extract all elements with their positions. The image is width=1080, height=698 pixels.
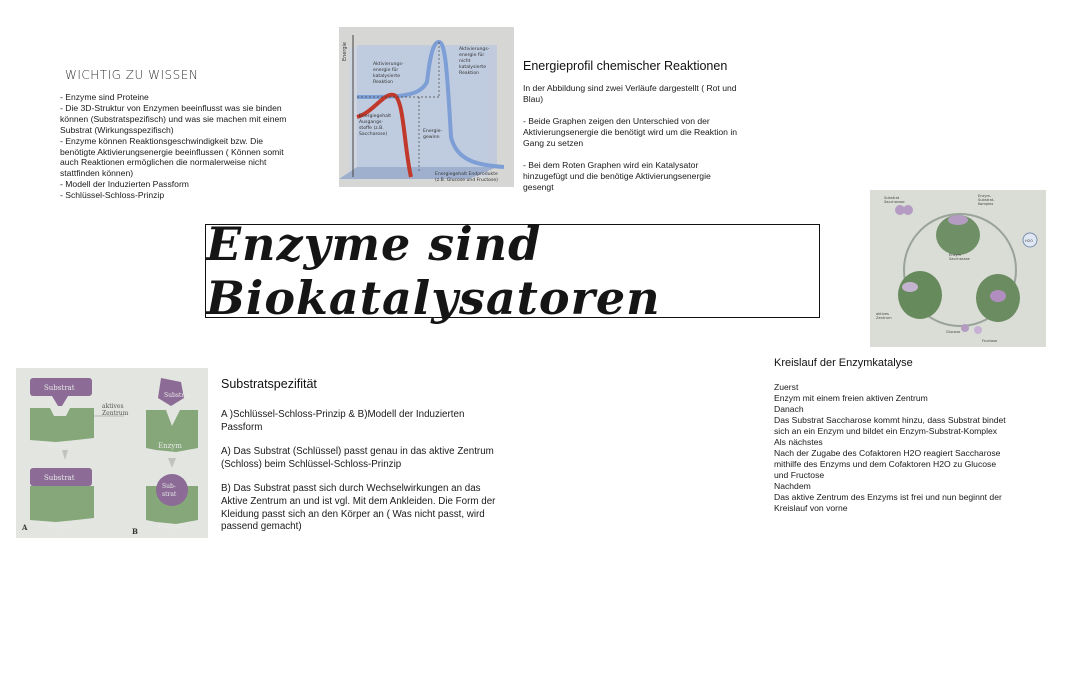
kreislauf-line: Nach der Zugabe des Cofaktoren H2O reagiert Saccharose: [774, 448, 1001, 458]
red-label-line: katalysierte: [373, 74, 401, 79]
substrat-line: (Schloss) beim Schlüssel-Schloss-Prinzip: [221, 458, 402, 470]
cycle-label-line: Enzym: [949, 253, 962, 257]
cycle-label-line: Fructose: [982, 339, 998, 343]
substrat-line: A )Schlüssel-Schloss-Prinzip & B)Modell der Induzierten: [221, 409, 465, 420]
energieprofil-line: In der Abbildung sind zwei Verläufe dargestellt ( Rot und: [523, 83, 737, 93]
substrate-label: Substrat: [44, 384, 75, 392]
kreislauf-line: Nachdem: [774, 481, 811, 491]
wichtig-line: - Die 3D-Struktur von Enzymen beeinflusst was sie binden: [60, 102, 282, 113]
substrat-text: [221, 409, 551, 534]
substrat-line: Passform: [221, 421, 263, 433]
substrat-line: Aktive Zentrum an und ist vgl. Mit dem Ankleiden. Die Form der: [221, 495, 496, 507]
kreislauf-line: Enzym mit einem freien aktiven Zentrum: [774, 393, 928, 403]
cycle-label-line: Zentrum: [876, 316, 892, 320]
red-label-line: Aktivierungs-: [373, 62, 404, 67]
enzyme-label: Enzym: [158, 522, 182, 530]
substrat-line: passend gemacht): [221, 521, 302, 533]
wichtig-line: auch Reaktionen ermöglichen die normalerweise nicht: [60, 157, 267, 168]
substrate-specificity-diagram: [16, 368, 208, 538]
cycle-label-line: Saccharose: [884, 200, 905, 204]
kreislauf-line: Das Substrat Saccharose kommt hinzu, dass Substrat bindet: [774, 415, 1006, 425]
enzyme-cycle-diagram: [870, 190, 1046, 347]
wichtig-line: - Modell der Induzierten Passform: [60, 179, 189, 190]
wichtig-line: benötigte Aktivierungsenergie beeinflussen ( Können somit: [60, 146, 284, 157]
wichtig-line: stattfinden können): [60, 168, 134, 179]
gain-label-line: gewinn: [423, 135, 440, 140]
energieprofil-line: gesengt: [523, 182, 554, 192]
substrate-label: Substrat: [44, 474, 75, 482]
wichtig-line: - Enzyme können Reaktionsgeschwindigkeit bzw. Die: [60, 135, 264, 146]
substrat-line: B) Das Substrat passt sich durch Wechselwirkungen an das: [221, 483, 481, 495]
start-label-line: Energiegehalt: [359, 114, 392, 119]
kreislauf-line: Das aktive Zentrum des Enzyms ist frei und nun beginnt der: [774, 492, 1002, 502]
cycle-label-line: Enzym-: [978, 194, 992, 198]
gain-label-line: Energie-: [423, 129, 443, 134]
blue-label-line: nicht: [459, 59, 471, 64]
active-site-label-line: aktives: [102, 403, 124, 410]
page-title: Enzyme sind Biokatalysatoren: [206, 217, 661, 325]
blue-label-line: energie für: [459, 53, 485, 58]
cycle-label-line: Saccharase: [949, 257, 970, 261]
kreislauf-heading: Kreislauf der Enzymkatalyse: [774, 357, 913, 369]
kreislauf-line: Danach: [774, 404, 804, 414]
substrate-label: Substrat: [164, 392, 191, 399]
cycle-label-line: Substrat: [884, 196, 900, 200]
energieprofil-line: Aktivierungsenergie die benötigt wird um die Reaktion in: [523, 127, 738, 137]
substrat-heading: Substratspezifität: [221, 377, 317, 391]
energy-axis-label: Energie: [342, 41, 348, 61]
wichtig-heading: WICHTIG ZU WISSEN: [65, 68, 199, 82]
blue-label-line: Reaktion: [459, 71, 480, 76]
energieprofil-heading: Energieprofil chemischer Reaktionen: [523, 59, 728, 73]
substrate-specificity-image: [16, 368, 208, 538]
kreislauf-text: [774, 382, 1064, 514]
wichtig-line: - Schlüssel-Schloss-Prinzip: [60, 190, 165, 201]
kreislauf-line: sich an ein Enzym und bildet ein Enzym-Substrat-Komplex: [774, 426, 998, 436]
substrate-label-line: Sub-: [162, 483, 176, 490]
wichtig-line: Substrat (Wirkungsspezifisch): [60, 124, 174, 135]
cycle-label-line: Substrat-: [978, 198, 995, 202]
enzyme-cycle-image: [870, 190, 1046, 347]
title-box: [205, 217, 820, 325]
energieprofil-line: - Beide Graphen zeigen den Unterschied von der: [523, 116, 710, 126]
cycle-label-line: Glucose: [946, 330, 961, 334]
kreislauf-line: und Fructose: [774, 470, 825, 480]
figure-letter-b: B: [132, 527, 138, 536]
substrat-line: Kleidung passt sich an den Körper an ( Was nicht passt, wird: [221, 508, 485, 520]
kreislauf-line: Als nächstes: [774, 437, 823, 447]
energieprofil-line: Gang zu setzen: [523, 138, 584, 148]
enzyme-label: Enzym: [48, 442, 72, 450]
enzyme-label: Enzym: [48, 522, 72, 530]
energy-profile-diagram: [339, 27, 514, 187]
wichtig-line: - Enzyme sind Proteine: [60, 92, 149, 102]
kreislauf-line: mithilfe des Enzyms und dem Cofaktoren H2O zu Glucose: [774, 459, 997, 469]
wichtig-line: können (Substratspezifisch) und was sie machen mit einem: [60, 113, 287, 124]
active-site-label-line: Zentrum: [102, 410, 129, 417]
blue-label-line: Aktivierungs-: [459, 47, 490, 52]
kreislauf-line: Kreislauf von vorne: [774, 503, 848, 513]
end-label-line: (z.B. Glucose und Fructose): [435, 178, 498, 183]
start-label-line: Ausgangs-: [359, 120, 384, 125]
substrate-label-line: strat: [162, 491, 177, 498]
cycle-label-line: Komplex: [978, 202, 994, 206]
blue-label-line: katalysierte: [459, 65, 487, 70]
wichtig-list: [60, 92, 330, 201]
energieprofil-line: hinzugefügt und die benötige Aktivierungsenergie: [523, 171, 711, 181]
substrat-line: A) Das Substrat (Schlüssel) passt genau in das aktive Zentrum: [221, 446, 494, 458]
start-label-line: stoffe (z.B.: [359, 126, 384, 131]
end-label-line: Energiegehalt Endprodukte: [435, 172, 498, 177]
figure-letter-a: A: [22, 523, 28, 532]
start-label-line: Saccharose): [359, 132, 388, 137]
energieprofil-text: [523, 83, 783, 193]
cycle-label-line: aktives: [876, 312, 889, 316]
energy-profile-image: [339, 27, 514, 187]
energieprofil-line: Blau): [523, 94, 544, 104]
enzyme-label: Enzym: [158, 442, 182, 450]
cycle-label-h2o: H2O: [1025, 239, 1033, 243]
red-label-line: energie für: [373, 68, 399, 73]
kreislauf-line: Zuerst: [774, 382, 799, 392]
energieprofil-line: - Bei dem Roten Graphen wird ein Katalysator: [523, 160, 699, 170]
red-label-line: Reaktion: [373, 80, 394, 85]
